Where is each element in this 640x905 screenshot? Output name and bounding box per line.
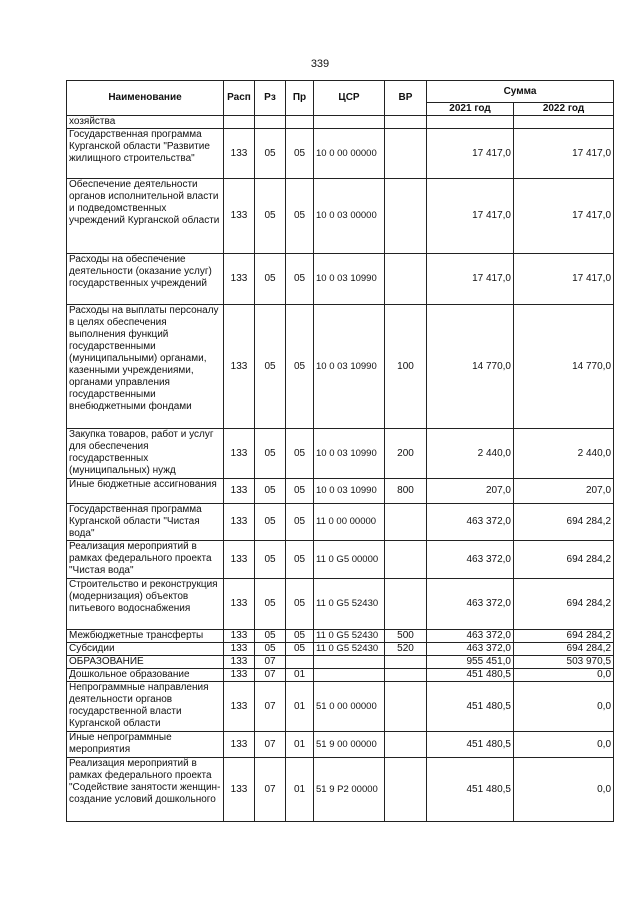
cell-csr: 51 0 00 00000 bbox=[314, 682, 385, 732]
cell-vr bbox=[385, 682, 427, 732]
cell-rasp: 133 bbox=[224, 541, 255, 579]
cell-sum-2022: 17 417,0 bbox=[514, 179, 614, 254]
cell-name: Расходы на обеспечение деятельности (оказание услуг) государственных учреждений bbox=[67, 254, 224, 305]
cell-rasp: 133 bbox=[224, 579, 255, 630]
table-row bbox=[67, 541, 614, 579]
cell-rasp: 133 bbox=[224, 656, 255, 669]
cell-pr: 05 bbox=[286, 254, 314, 305]
cell-rz: 05 bbox=[255, 504, 286, 541]
cell-pr: 05 bbox=[286, 429, 314, 479]
cell-name: Государственная программа Курганской области "Чистая вода" bbox=[67, 504, 224, 541]
cell-rasp: 133 bbox=[224, 669, 255, 682]
cell-name: Обеспечение деятельности органов исполнительной власти и подведомственных учреждений Курганской области bbox=[67, 179, 224, 254]
cell-pr: 05 bbox=[286, 479, 314, 504]
cell-sum-2021: 955 451,0 bbox=[427, 656, 514, 669]
cell-csr: 10 0 03 10990 bbox=[314, 479, 385, 504]
table-body bbox=[67, 116, 614, 822]
header-sum: Сумма bbox=[427, 81, 614, 103]
cell-sum-2022: 17 417,0 bbox=[514, 129, 614, 179]
cell-sum-2021: 463 372,0 bbox=[427, 541, 514, 579]
cell-csr: 10 0 03 10990 bbox=[314, 429, 385, 479]
cell-rz: 07 bbox=[255, 669, 286, 682]
table-row bbox=[67, 656, 614, 669]
header-vr: ВР bbox=[385, 81, 427, 116]
table-row bbox=[67, 504, 614, 541]
cell-rz: 07 bbox=[255, 758, 286, 822]
cell-name: Иные непрограммные мероприятия bbox=[67, 732, 224, 758]
header-year-2021: 2021 год bbox=[427, 103, 514, 116]
cell-name: Строительство и реконструкция (модернизация) объектов питьевого водоснабжения bbox=[67, 579, 224, 630]
cell-sum-2022: 694 284,2 bbox=[514, 579, 614, 630]
cell-rasp: 133 bbox=[224, 129, 255, 179]
cell-name: Непрограммные направления деятельности органов государственной власти Курганской области bbox=[67, 682, 224, 732]
cell-csr: 51 9 00 00000 bbox=[314, 732, 385, 758]
header-rz: Рз bbox=[255, 81, 286, 116]
cell-rz: 07 bbox=[255, 656, 286, 669]
cell-vr: 500 bbox=[385, 630, 427, 643]
cell-rz: 05 bbox=[255, 541, 286, 579]
cell-csr: 11 0 00 00000 bbox=[314, 504, 385, 541]
table-row bbox=[67, 682, 614, 732]
cell-rasp bbox=[224, 116, 255, 129]
cell-pr: 05 bbox=[286, 643, 314, 656]
cell-pr: 05 bbox=[286, 579, 314, 630]
cell-vr: 200 bbox=[385, 429, 427, 479]
cell-pr: 01 bbox=[286, 758, 314, 822]
cell-csr bbox=[314, 669, 385, 682]
cell-rz: 05 bbox=[255, 429, 286, 479]
cell-csr: 10 0 03 00000 bbox=[314, 179, 385, 254]
header-name: Наименование bbox=[67, 81, 224, 116]
cell-vr bbox=[385, 758, 427, 822]
cell-pr: 05 bbox=[286, 129, 314, 179]
cell-sum-2021: 463 372,0 bbox=[427, 579, 514, 630]
cell-rz: 05 bbox=[255, 129, 286, 179]
cell-sum-2022: 694 284,2 bbox=[514, 630, 614, 643]
cell-csr: 10 0 00 00000 bbox=[314, 129, 385, 179]
cell-sum-2021: 17 417,0 bbox=[427, 254, 514, 305]
cell-pr: 01 bbox=[286, 669, 314, 682]
cell-rasp: 133 bbox=[224, 758, 255, 822]
cell-sum-2022: 694 284,2 bbox=[514, 504, 614, 541]
cell-pr: 05 bbox=[286, 630, 314, 643]
cell-name: Расходы на выплаты персоналу в целях обеспечения выполнения функций государственными (муниципальными) органами, казенными учреждениями, органами управления государственными внебюджетными фондами bbox=[67, 305, 224, 429]
cell-rz: 07 bbox=[255, 682, 286, 732]
cell-rz: 05 bbox=[255, 254, 286, 305]
cell-vr bbox=[385, 254, 427, 305]
cell-name: Субсидии bbox=[67, 643, 224, 656]
cell-rz: 05 bbox=[255, 179, 286, 254]
cell-vr bbox=[385, 732, 427, 758]
cell-sum-2022: 503 970,5 bbox=[514, 656, 614, 669]
table-row bbox=[67, 579, 614, 630]
cell-vr: 100 bbox=[385, 305, 427, 429]
table-row bbox=[67, 758, 614, 822]
cell-sum-2021 bbox=[427, 116, 514, 129]
cell-vr: 520 bbox=[385, 643, 427, 656]
cell-csr: 11 0 G5 52430 bbox=[314, 630, 385, 643]
cell-name: хозяйства bbox=[67, 116, 224, 129]
cell-sum-2022 bbox=[514, 116, 614, 129]
cell-rasp: 133 bbox=[224, 504, 255, 541]
cell-csr: 10 0 03 10990 bbox=[314, 254, 385, 305]
cell-name: Государственная программа Курганской области "Развитие жилищного строительства" bbox=[67, 129, 224, 179]
cell-rz: 05 bbox=[255, 643, 286, 656]
cell-sum-2022: 694 284,2 bbox=[514, 541, 614, 579]
cell-sum-2021: 463 372,0 bbox=[427, 630, 514, 643]
table-row bbox=[67, 669, 614, 682]
cell-rz: 05 bbox=[255, 630, 286, 643]
cell-rasp: 133 bbox=[224, 643, 255, 656]
cell-vr bbox=[385, 669, 427, 682]
table-row bbox=[67, 305, 614, 429]
cell-sum-2022: 0,0 bbox=[514, 669, 614, 682]
budget-table bbox=[66, 80, 614, 822]
table-row bbox=[67, 254, 614, 305]
cell-sum-2021: 451 480,5 bbox=[427, 758, 514, 822]
cell-pr: 05 bbox=[286, 504, 314, 541]
cell-name: Реализация мероприятий в рамках федерального проекта "Чистая вода" bbox=[67, 541, 224, 579]
cell-vr bbox=[385, 656, 427, 669]
cell-sum-2021: 451 480,5 bbox=[427, 669, 514, 682]
table-row bbox=[67, 129, 614, 179]
cell-rasp: 133 bbox=[224, 305, 255, 429]
cell-vr bbox=[385, 504, 427, 541]
cell-csr: 10 0 03 10990 bbox=[314, 305, 385, 429]
cell-sum-2022: 0,0 bbox=[514, 732, 614, 758]
cell-csr bbox=[314, 116, 385, 129]
cell-rz bbox=[255, 116, 286, 129]
cell-rz: 07 bbox=[255, 732, 286, 758]
header-rasp: Расп bbox=[224, 81, 255, 116]
cell-csr: 11 0 G5 52430 bbox=[314, 643, 385, 656]
cell-csr: 11 0 G5 52430 bbox=[314, 579, 385, 630]
cell-sum-2021: 207,0 bbox=[427, 479, 514, 504]
cell-vr bbox=[385, 541, 427, 579]
cell-name: ОБРАЗОВАНИЕ bbox=[67, 656, 224, 669]
table-row bbox=[67, 643, 614, 656]
cell-name: Межбюджетные трансферты bbox=[67, 630, 224, 643]
cell-rz: 05 bbox=[255, 305, 286, 429]
table-row bbox=[67, 116, 614, 129]
cell-sum-2021: 451 480,5 bbox=[427, 682, 514, 732]
cell-rz: 05 bbox=[255, 479, 286, 504]
cell-sum-2021: 451 480,5 bbox=[427, 732, 514, 758]
cell-vr bbox=[385, 116, 427, 129]
table-row bbox=[67, 179, 614, 254]
cell-rasp: 133 bbox=[224, 630, 255, 643]
page-number: 339 bbox=[310, 58, 330, 70]
cell-rasp: 133 bbox=[224, 429, 255, 479]
cell-sum-2021: 17 417,0 bbox=[427, 179, 514, 254]
cell-pr bbox=[286, 656, 314, 669]
cell-rasp: 133 bbox=[224, 179, 255, 254]
cell-csr bbox=[314, 656, 385, 669]
cell-rasp: 133 bbox=[224, 682, 255, 732]
cell-rasp: 133 bbox=[224, 479, 255, 504]
cell-sum-2022: 14 770,0 bbox=[514, 305, 614, 429]
cell-vr bbox=[385, 179, 427, 254]
cell-name: Реализация мероприятий в рамках федерального проекта "Содействие занятости женщин-создание условий дошкольного bbox=[67, 758, 224, 822]
cell-vr bbox=[385, 579, 427, 630]
table-row bbox=[67, 429, 614, 479]
cell-name: Иные бюджетные ассигнования bbox=[67, 479, 224, 504]
cell-rz: 05 bbox=[255, 579, 286, 630]
cell-name: Закупка товаров, работ и услуг для обеспечения государственных (муниципальных) нужд bbox=[67, 429, 224, 479]
cell-sum-2022: 0,0 bbox=[514, 682, 614, 732]
header-pr: Пр bbox=[286, 81, 314, 116]
cell-sum-2021: 17 417,0 bbox=[427, 129, 514, 179]
cell-pr bbox=[286, 116, 314, 129]
cell-sum-2021: 463 372,0 bbox=[427, 504, 514, 541]
cell-rasp: 133 bbox=[224, 254, 255, 305]
cell-sum-2022: 17 417,0 bbox=[514, 254, 614, 305]
cell-rasp: 133 bbox=[224, 732, 255, 758]
cell-sum-2022: 694 284,2 bbox=[514, 643, 614, 656]
cell-vr: 800 bbox=[385, 479, 427, 504]
header-csr: ЦСР bbox=[314, 81, 385, 116]
cell-csr: 11 0 G5 00000 bbox=[314, 541, 385, 579]
cell-sum-2022: 2 440,0 bbox=[514, 429, 614, 479]
cell-sum-2021: 2 440,0 bbox=[427, 429, 514, 479]
cell-pr: 05 bbox=[286, 541, 314, 579]
cell-csr: 51 9 P2 00000 bbox=[314, 758, 385, 822]
cell-sum-2021: 14 770,0 bbox=[427, 305, 514, 429]
cell-pr: 05 bbox=[286, 305, 314, 429]
cell-pr: 05 bbox=[286, 179, 314, 254]
cell-vr bbox=[385, 129, 427, 179]
cell-sum-2022: 207,0 bbox=[514, 479, 614, 504]
table-row bbox=[67, 630, 614, 643]
cell-pr: 01 bbox=[286, 682, 314, 732]
header-year-2022: 2022 год bbox=[514, 103, 614, 116]
cell-sum-2021: 463 372,0 bbox=[427, 643, 514, 656]
cell-pr: 01 bbox=[286, 732, 314, 758]
table-row bbox=[67, 479, 614, 504]
cell-sum-2022: 0,0 bbox=[514, 758, 614, 822]
table-row bbox=[67, 732, 614, 758]
cell-name: Дошкольное образование bbox=[67, 669, 224, 682]
